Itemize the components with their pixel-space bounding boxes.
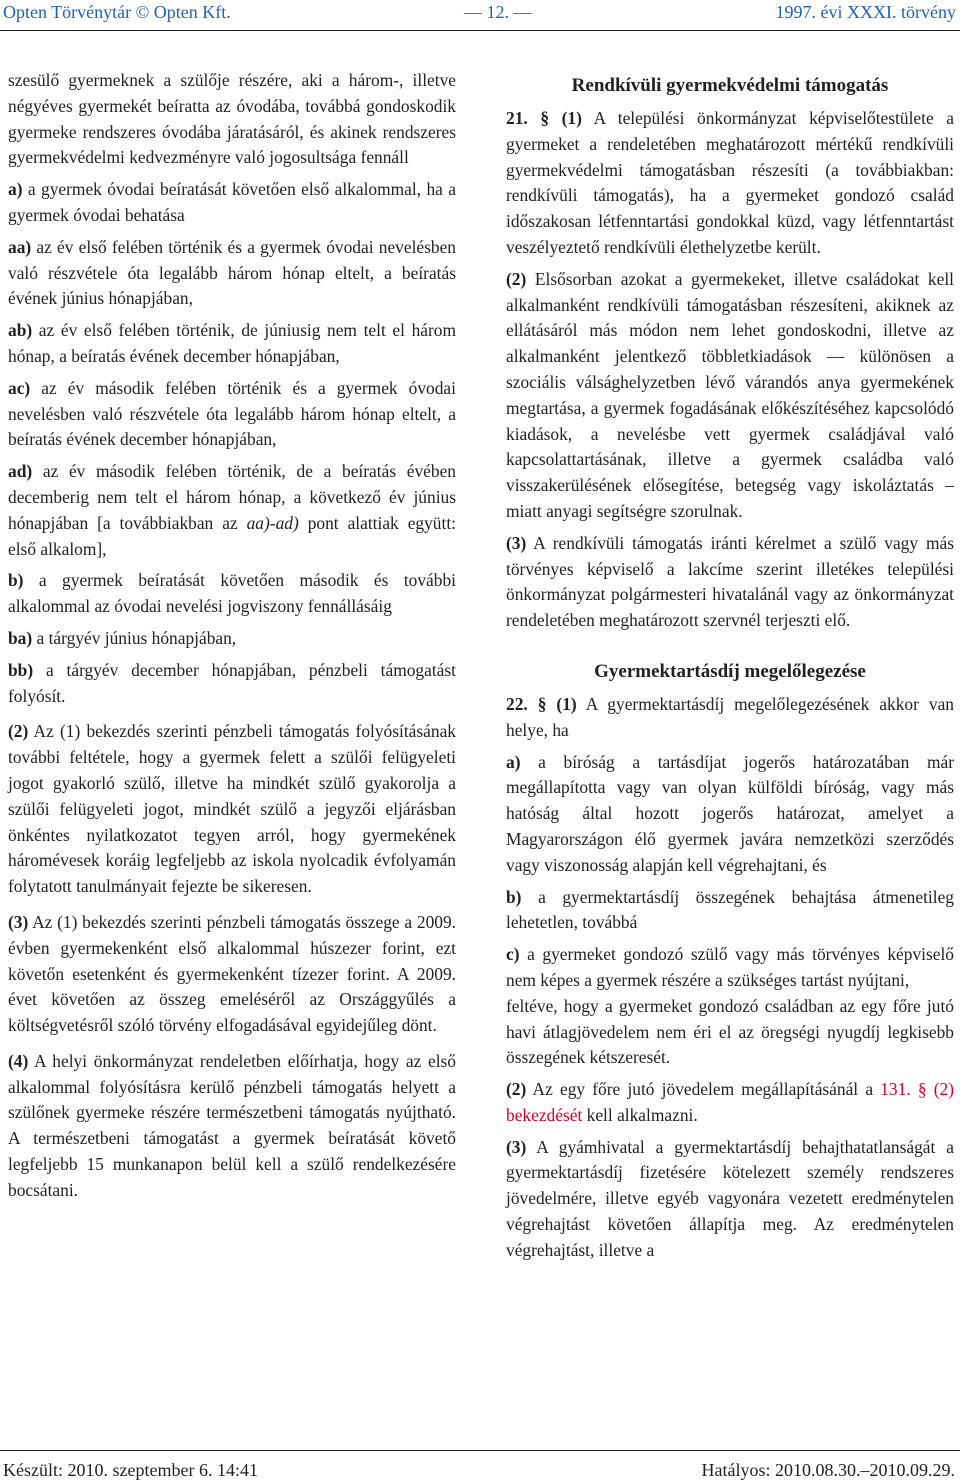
cross-reference-link[interactable]: 131. § (2) bekezdését <box>506 1079 955 1125</box>
footer-validity-period: Hatályos: 2010.08.30.–2010.09.29. <box>701 1460 955 1480</box>
point-ba: ba) a tárgyév június hónapjában, <box>8 627 237 648</box>
section-21-paragraph-1: 21. § (1) A települési önkormányzat képviselőtestülete a gyermeket a rendeletében meghatározott mértékű rendkívüli gyermekvédelmi támogatásban részesíti (a továbbiakban: rendkívüli támogatás), ha a gyermeket gondozó család időszakosan létfenntartási gondokkal küzd, vagy létfenntartást veszélyeztető rendkívüli élethelyzetbe került. <box>506 108 954 257</box>
section-22-point-c: c) a gyermeket gondozó szülő vagy más törvényes képviselő nem képes a gyermek részére a szükséges tartást nyújtani, <box>506 944 954 990</box>
point-aa: aa) az év első felében történik és a gyermek óvodai nevelésben való részvétele óta legalább három hónap eltelt, a beíratás évének június hónapjában, <box>8 236 457 309</box>
header-publisher: Opten Törvénytár © Opten Kft. <box>3 2 231 22</box>
section-21-paragraph-3: (3) A rendkívüli támogatás iránti kérelmet a szülő vagy más törvényes képviselő a lakcíme szerint illetékes települési önkormányzat polgármesteri hivatalánál vagy az önkormányzat rendeletében meghatározott szervnél terjeszti elő. <box>506 532 954 631</box>
point-ab: ab) az év első felében történik, de júniusig nem telt el három hónap, a beíratás évének december hónapjában, <box>8 320 456 366</box>
section-heading-extraordinary-support: Rendkívüli gyermekvédelmi támogatás <box>571 75 889 96</box>
point-b: b) a gyermek beíratását követően második és további alkalommal az óvodai nevelési jogviszony fennállásáig <box>8 570 456 617</box>
paragraph-3: (3) Az (1) bekezdés szerinti pénzbeli támogatás összege a 2009. évben gyermekenként első alkalommal húszezer forint, ezt követőn esetenként és gyermekenként tízezer forint. A 2009. évet követően az összeg emeléséről az Országgyűlés a költségvetésről szóló törvény elfogadásával egyidejűleg dönt. <box>8 911 457 1036</box>
point-bb: bb) a tárgyév december hónapjában, pénzbeli támogatást folyósít. <box>8 659 456 706</box>
section-22-paragraph-3: (3) A gyámhivatal a gyermektartásdíj behajthatatlanságát a gyermektartásdíj fizetésére kötelezett személy rendszeres jövedelmére, illetve egyéb vagyonára vezetett eredménytelen végrehajtást követően állapítja meg. Az eredménytelen végrehajtást, illetve a <box>506 1136 954 1260</box>
section-heading-child-support-advance: Gyermektartásdíj megelőlegezése <box>594 660 866 682</box>
section-22-paragraph-1: 22. § (1) A gyermektartásdíj megelőlegezésének akkor van helye, ha <box>506 693 954 740</box>
intro-paragraph: szesülő gyermeknek a szülője részére, aki a három-, illetve négyéves gyermekét beíratta az óvodába, továbbá gondoskodik gyermeke rendszeres óvodába járatásáról, és akinek rendszeres gyermekvédelmi kedvezményre való jogosultsága fennáll <box>8 70 456 168</box>
section-21-paragraph-2: (2) Elsősorban azokat a gyermekeket, illetve családokat kell alkalmanként rendkívüli támogatásban részesíteni, akiknek az ellátásáról más módon nem lehet gondoskodni, illetve az alkalmanként jelentkező többletkiadások — különösen a szociális válsághelyzetben lévő várandós anya gyermekének megtartása, a gyermek fogadásának előkészítéséhez kapcsolódó kiadások, a nevelésbe vett gyermek családjával való kapcsolattartásának, illetve a gyermek családba való visszakerülésének elősegítése, betegség vagy iskoláztatás – miatt anyagi segítségre szorulnak. <box>506 268 954 521</box>
point-ad: ad) az év második felében történik, de a beíratás évében decemberig nem telt el három hónap, a következő év június hónapjában [a továbbiakban az aa)-ad) pont alattiak együtt: első alkalom], <box>8 461 456 559</box>
section-22-point-a: a) a bíróság a tartásdíjat jogerős határozatában már megállapította vagy van olyan külföldi bíróság, vagy más hatóság által hozott jogerős határozat, amelyet a Magyarországon élő gyermek javára nemzetközi szerződés vagy viszonosság alapján kell végrehajtani, és <box>506 751 954 875</box>
section-22-point-b: b) a gyermektartásdíj összegének behajtása átmenetileg lehetetlen, továbbá <box>506 886 954 933</box>
page-header <box>0 0 960 30</box>
point-a: a) a gyermek óvodai beíratását követően első alkalommal, ha a gyermek óvodai behatása <box>8 179 456 225</box>
paragraph-2: (2) Az (1) bekezdés szerinti pénzbeli támogatás folyósításának további feltétele, hogy a gyermek felett a szülői felügyeleti jogot gyakorló szülő, illetve ha mindkét szülő gyakorolja a szülői felügyeleti jogot, mindkét szülő a jegyzői eljárásban önkéntes nyilatkozatot tegyen arról, hogy gyermekének háromévesek koráig legfeljebb az iskola nyolcadik évfolyamán folytatott tanulmányait fejezte be sikeresen. <box>8 721 456 897</box>
header-page-number: — 12. — <box>464 2 532 22</box>
header-law-title: 1997. évi XXXI. törvény <box>775 2 956 22</box>
left-column <box>8 68 456 1204</box>
header-divider <box>0 30 960 31</box>
section-22-condition: feltéve, hogy a gyermeket gondozó családban az egy főre jutó havi átlagjövedelem nem éri el az öregségi nyugdíj legkisebb összegének kétszeresét. <box>506 995 954 1068</box>
point-ac: ac) az év második felében történik és a gyermek óvodai nevelésben való részvétele óta legalább három hónap eltelt, a beíratás évének december hónapjában, <box>8 377 456 450</box>
right-column <box>506 68 954 1264</box>
footer-divider <box>0 1450 960 1451</box>
section-22-paragraph-2: (2) Az egy főre jutó jövedelem megállapításánál a 131. § (2) bekezdését kell alkalmazni. <box>506 1079 955 1125</box>
footer-created-date: Készült: 2010. szeptember 6. 14:41 <box>3 1460 258 1480</box>
paragraph-4: (4) A helyi önkormányzat rendeletben előírhatja, hogy az első alkalommal folyósításra kerülő pénzbeli támogatás helyett a szülőnek gyermeke részére természetbeni támogatás nyújtható. A természetbeni támogatást a gyermek beíratását követő legfeljebb 15 munkanapon belül kell a szülő rendelkezésére bocsátani. <box>8 1050 457 1200</box>
